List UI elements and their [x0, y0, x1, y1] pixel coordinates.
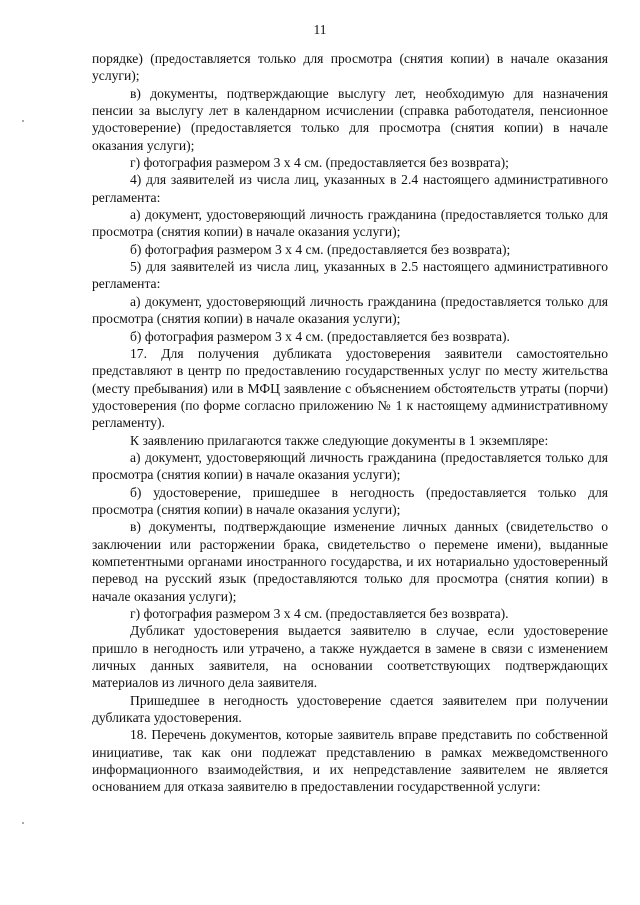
paragraph-item-5: 5) для заявителей из числа лиц, указанных в 2.5 настоящего административного регламента:	[92, 259, 608, 292]
paragraph-item-b: б) удостоверение, пришедшее в негодность (предоставляется только для просмотра (снятия копии) в начале оказания услуги);	[92, 484, 608, 517]
paragraph-attachments-intro: К заявлению прилагаются также следующие документы в 1 экземпляре:	[130, 432, 549, 448]
paragraph-item-a: а) документ, удостоверяющий личность гражданина (предоставляется только для просмотра (снятия копии) в начале оказания услуги);	[92, 207, 608, 240]
scan-margin-mark	[22, 822, 24, 824]
paragraph-item-b: б) фотография размером 3 х 4 см. (предоставляется без возврата);	[130, 241, 511, 257]
paragraph-section-17: 17. Для получения дубликата удостоверения заявители самостоятельно представляют в центр по предоставлению государственных услуг по месту жительства (месту пребывания) или в МФЦ заявление с объяснением обстоятельств утраты (порчи) удостоверения (по форме согласно приложению № 1 к настоящему административному регламенту).	[92, 345, 608, 431]
paragraph-section-18: 18. Перечень документов, которые заявитель вправе представить по собственной инициативе, так как они подлежат представлению в рамках межведомственного информационного взаимодействия, и их непредставление заявителем не является основанием для отказа заявителю в предоставлении государственной услуги:	[92, 727, 608, 795]
paragraph-duplicate-issuance: Дубликат удостоверения выдается заявителю в случае, если удостоверение пришло в негодность или утрачено, а также нуждается в замене в связи с изменением личных данных заявителя, на основании соответствующих подтверждающих материалов из личного дела заявителя.	[92, 623, 608, 691]
paragraph-unusable-surrender: Пришедшее в негодность удостоверение сдается заявителем при получении дубликата удостоверения.	[92, 692, 608, 726]
paragraph-continuation: порядке) (предоставляется только для просмотра (снятия копии) в начале оказания услуги);	[92, 51, 608, 84]
paragraph-item-a: а) документ, удостоверяющий личность гражданина (предоставляется только для просмотра (снятия копии) в начале оказания услуги);	[92, 293, 608, 327]
scan-margin-mark	[22, 120, 24, 122]
document-body	[92, 50, 608, 796]
paragraph-item-g: г) фотография размером 3 х 4 см. (предоставляется без возврата);	[130, 155, 509, 171]
paragraph-item-b: б) фотография размером 3 х 4 см. (предоставляется без возврата).	[130, 328, 510, 344]
paragraph-item-v: в) документы, подтверждающие изменение личных данных (свидетельство о заключении или расторжении брака, свидетельство о перемене имени), выданные компетентными органами иностранного государства, и их нотариально удостоверенный перевод на русский язык (предоставляются только для просмотра (снятия копии) в начале оказания услуги);	[92, 519, 608, 604]
page-number: 11	[313, 22, 327, 37]
paragraph-item-a: а) документ, удостоверяющий личность гражданина (предоставляется только для просмотра (снятия копии) в начале оказания услуги);	[92, 449, 608, 483]
paragraph-item-g: г) фотография размером 3 х 4 см. (предоставляется без возврата).	[130, 606, 509, 621]
paragraph-item-v: в) документы, подтверждающие выслугу лет, необходимую для назначения пенсии за выслугу лет в календарном исчислении (справка работодателя, пенсионное удостоверение) (предоставляется только для просмотра (снятия копии) в начале оказания услуги);	[92, 85, 608, 153]
paragraph-item-4: 4) для заявителей из числа лиц, указанных в 2.4 настоящего административного регламента:	[92, 172, 608, 205]
